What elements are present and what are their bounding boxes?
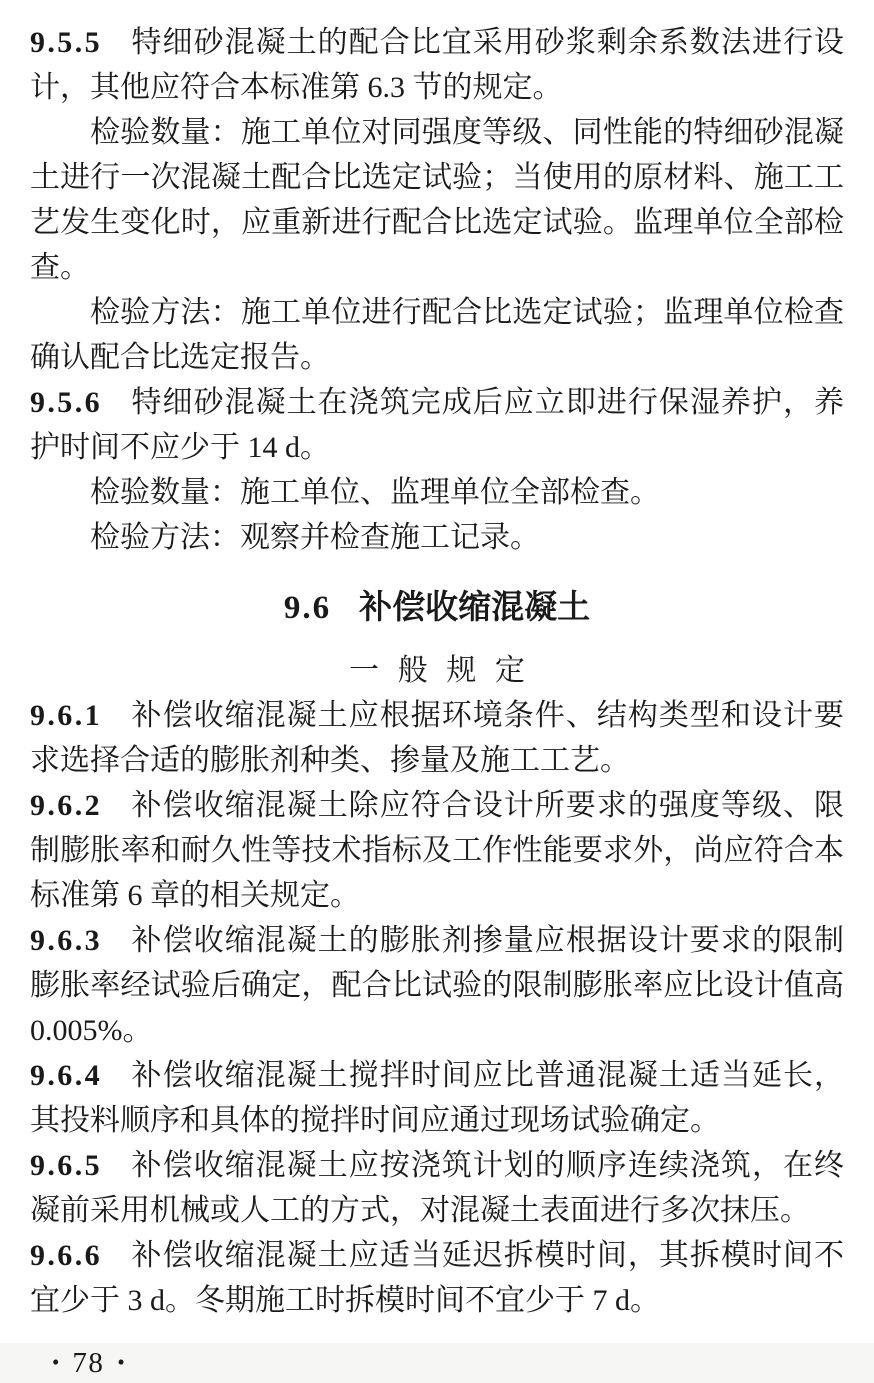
clause-9-6-4 [30, 1053, 844, 1143]
clause-text: 特细砂混凝土在浇筑完成后应立即进行保湿养护，养护时间不应少于 14 d。 [30, 386, 844, 464]
clause-text: 补偿收缩混凝土应适当延迟拆模时间，其拆模时间不宜少于 3 d。冬期施工时拆模时间不宜少于 7 d。 [30, 1239, 844, 1317]
clause-number: 9.6.3 [30, 924, 102, 957]
clause-9-6-3 [30, 918, 844, 1053]
section-number: 9.6 [283, 590, 332, 626]
clause-9-5-6 [30, 380, 844, 470]
clause-text: 补偿收缩混凝土应根据环境条件、结构类型和设计要求选择合适的膨胀剂种类、掺量及施工工艺。 [30, 699, 844, 777]
clause-9-6-6 [30, 1233, 844, 1323]
subheading-general-provisions: 一般规定 [349, 654, 544, 687]
clause-text: 补偿收缩混凝土除应符合设计所要求的强度等级、限制膨胀率和耐久性等技术指标及工作性能要求外，尚应符合本标准第 6 章的相关规定。 [30, 789, 844, 912]
clause-9-6-5 [30, 1143, 844, 1233]
clause-text: 补偿收缩混凝土的膨胀剂掺量应根据设计要求的限制膨胀率经试验后确定，配合比试验的限制膨胀率应比设计值高 0.005%。 [30, 924, 844, 1047]
clause-number: 9.6.2 [30, 789, 102, 822]
clause-text: 补偿收缩混凝土应按浇筑计划的顺序连续浇筑，在终凝前采用机械或人工的方式，对混凝土表面进行多次抹压。 [30, 1149, 844, 1227]
clause-number: 9.6.4 [30, 1059, 102, 1092]
inspection-method-paragraph: 检验方法：观察并检查施工记录。 [90, 521, 540, 554]
clause-number: 9.5.5 [30, 26, 102, 59]
clause-9-6-2 [30, 783, 844, 918]
inspection-method-paragraph: 检验方法：施工单位进行配合比选定试验；监理单位检查确认配合比选定报告。 [30, 296, 844, 374]
page-number: 78 [72, 1347, 105, 1380]
clause-text: 特细砂混凝土的配合比宜采用砂浆剩余系数法进行设计，其他应符合本标准第 6.3 节的规定。 [30, 26, 844, 104]
footer-bullet-right-icon: • [117, 1350, 125, 1374]
inspection-quantity-paragraph: 检验数量：施工单位对同强度等级、同性能的特细砂混凝土进行一次混凝土配合比选定试验；当使用的原材料、施工工艺发生变化时，应重新进行配合比选定试验。监理单位全部检查。 [30, 116, 844, 284]
clause-number: 9.6.1 [30, 699, 102, 732]
inspection-quantity-paragraph: 检验数量：施工单位、监理单位全部检查。 [90, 476, 660, 509]
section-heading [30, 586, 844, 631]
clause-9-6-1 [30, 693, 844, 783]
clause-text: 补偿收缩混凝土搅拌时间应比普通混凝土适当延长，其投料顺序和具体的搅拌时间应通过现场试验确定。 [30, 1059, 844, 1137]
clause-number: 9.6.5 [30, 1149, 102, 1182]
page-footer [30, 1342, 844, 1383]
clause-number: 9.6.6 [30, 1239, 102, 1272]
section-title: 补偿收缩混凝土 [359, 590, 591, 626]
clause-9-5-5 [30, 20, 844, 110]
footer-bullet-left-icon: • [52, 1350, 60, 1374]
clause-number: 9.5.6 [30, 386, 102, 419]
